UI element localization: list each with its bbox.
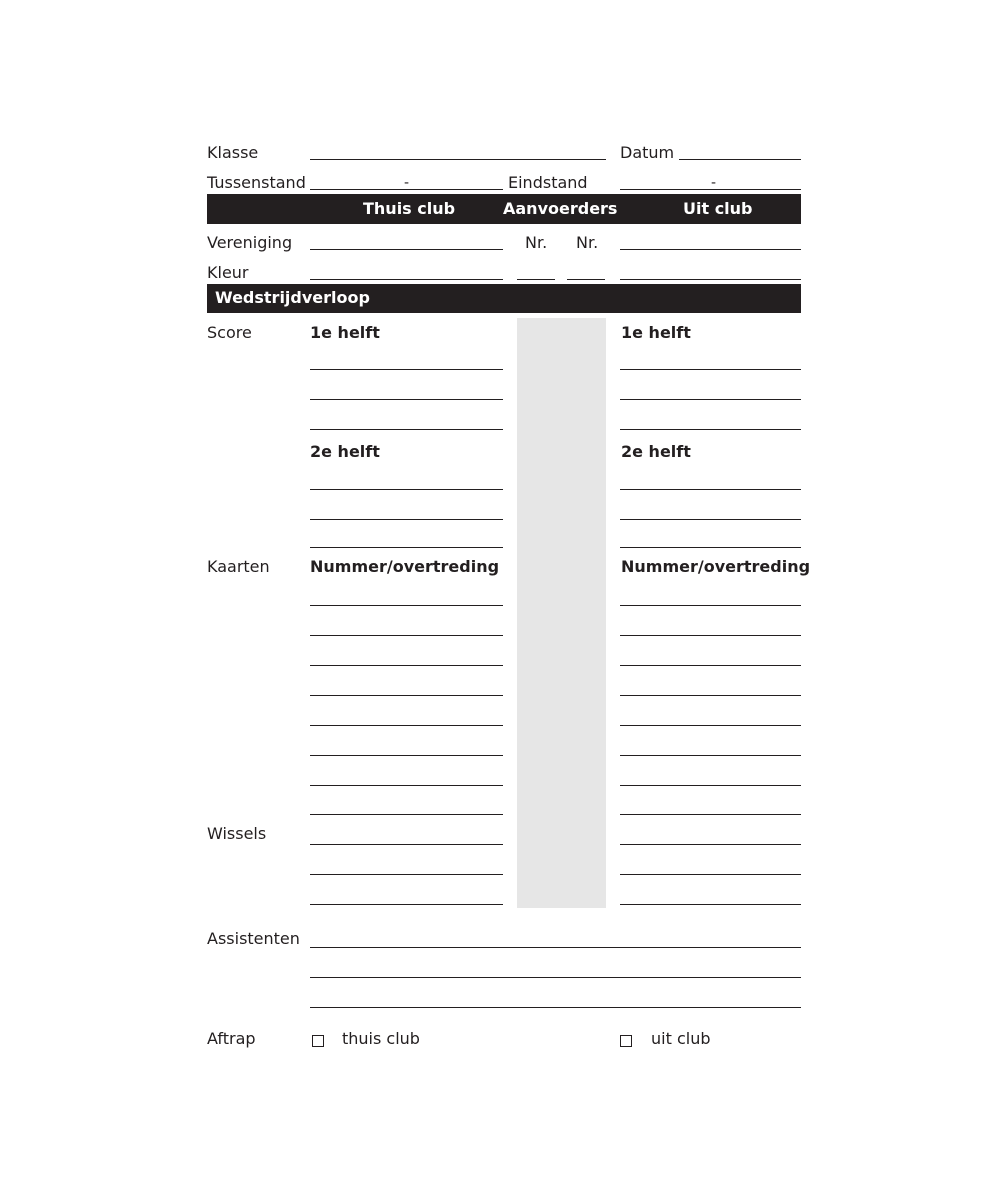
first-half-home-label: 1e helft — [310, 323, 380, 342]
home-club-heading: Thuis club — [363, 199, 456, 218]
tussenstand-label: Tussenstand — [207, 173, 306, 192]
cards-home-line[interactable] — [310, 695, 503, 696]
score-away-line[interactable] — [620, 429, 801, 430]
cards-away-column-label: Nummer/overtreding — [621, 557, 811, 576]
captain-nr-home-field[interactable] — [517, 279, 555, 280]
substitution-home-line[interactable] — [310, 844, 503, 845]
cards-away-line[interactable] — [620, 605, 801, 606]
substitution-home-line[interactable] — [310, 874, 503, 875]
section-title: Wedstrijdverloop — [215, 288, 370, 307]
cards-home-line[interactable] — [310, 635, 503, 636]
substitution-away-line[interactable] — [620, 844, 801, 845]
klasse-field[interactable] — [310, 159, 606, 160]
cards-home-column-label: Nummer/overtreding — [310, 557, 500, 576]
assistants-line[interactable] — [310, 947, 801, 948]
cards-away-line[interactable] — [620, 814, 801, 815]
kickoff-away-label: uit club — [651, 1029, 711, 1048]
substitution-away-line[interactable] — [620, 904, 801, 905]
assistants-line[interactable] — [310, 977, 801, 978]
kickoff-home-checkbox[interactable] — [312, 1035, 324, 1047]
score-home-line[interactable] — [310, 399, 503, 400]
cards-home-line[interactable] — [310, 785, 503, 786]
cards-away-line[interactable] — [620, 695, 801, 696]
center-grey-column — [517, 318, 606, 908]
score-away-line[interactable] — [620, 547, 801, 548]
kleur-label: Kleur — [207, 263, 249, 282]
cards-away-line[interactable] — [620, 725, 801, 726]
score-home-line[interactable] — [310, 369, 503, 370]
captains-heading: Aanvoerders — [503, 199, 618, 218]
datum-field[interactable] — [679, 159, 801, 160]
assistants-line[interactable] — [310, 1007, 801, 1008]
assistenten-label: Assistenten — [207, 929, 300, 948]
score-away-line[interactable] — [620, 519, 801, 520]
cards-home-line[interactable] — [310, 665, 503, 666]
score-home-line[interactable] — [310, 547, 503, 548]
eindstand-separator: - — [711, 175, 717, 191]
kickoff-home-label: thuis club — [342, 1029, 420, 1048]
kleur-home-field[interactable] — [310, 279, 503, 280]
score-away-line[interactable] — [620, 399, 801, 400]
second-half-home-label: 2e helft — [310, 442, 380, 461]
aftrap-label: Aftrap — [207, 1029, 256, 1048]
klasse-label: Klasse — [207, 143, 259, 162]
score-home-line[interactable] — [310, 489, 503, 490]
datum-label: Datum — [620, 143, 675, 162]
nr-home-label: Nr. — [525, 233, 548, 252]
cards-away-line[interactable] — [620, 635, 801, 636]
substitution-home-line[interactable] — [310, 904, 503, 905]
score-home-line[interactable] — [310, 429, 503, 430]
wissels-label: Wissels — [207, 824, 267, 843]
score-home-line[interactable] — [310, 519, 503, 520]
cards-home-line[interactable] — [310, 755, 503, 756]
eindstand-label: Eindstand — [508, 173, 588, 192]
score-away-line[interactable] — [620, 369, 801, 370]
substitution-away-line[interactable] — [620, 874, 801, 875]
first-half-away-label: 1e helft — [621, 323, 691, 342]
second-half-away-label: 2e helft — [621, 442, 691, 461]
cards-home-line[interactable] — [310, 814, 503, 815]
captain-nr-away-field[interactable] — [567, 279, 605, 280]
vereniging-away-field[interactable] — [620, 249, 801, 250]
vereniging-label: Vereniging — [207, 233, 293, 252]
cards-home-line[interactable] — [310, 605, 503, 606]
away-club-heading: Uit club — [683, 199, 753, 218]
cards-away-line[interactable] — [620, 755, 801, 756]
nr-away-label: Nr. — [576, 233, 599, 252]
tussenstand-separator: - — [404, 175, 410, 191]
cards-away-line[interactable] — [620, 665, 801, 666]
vereniging-home-field[interactable] — [310, 249, 503, 250]
cards-home-line[interactable] — [310, 725, 503, 726]
kaarten-label: Kaarten — [207, 557, 270, 576]
score-away-line[interactable] — [620, 489, 801, 490]
score-label: Score — [207, 323, 252, 342]
kleur-away-field[interactable] — [620, 279, 801, 280]
cards-away-line[interactable] — [620, 785, 801, 786]
kickoff-away-checkbox[interactable] — [620, 1035, 632, 1047]
